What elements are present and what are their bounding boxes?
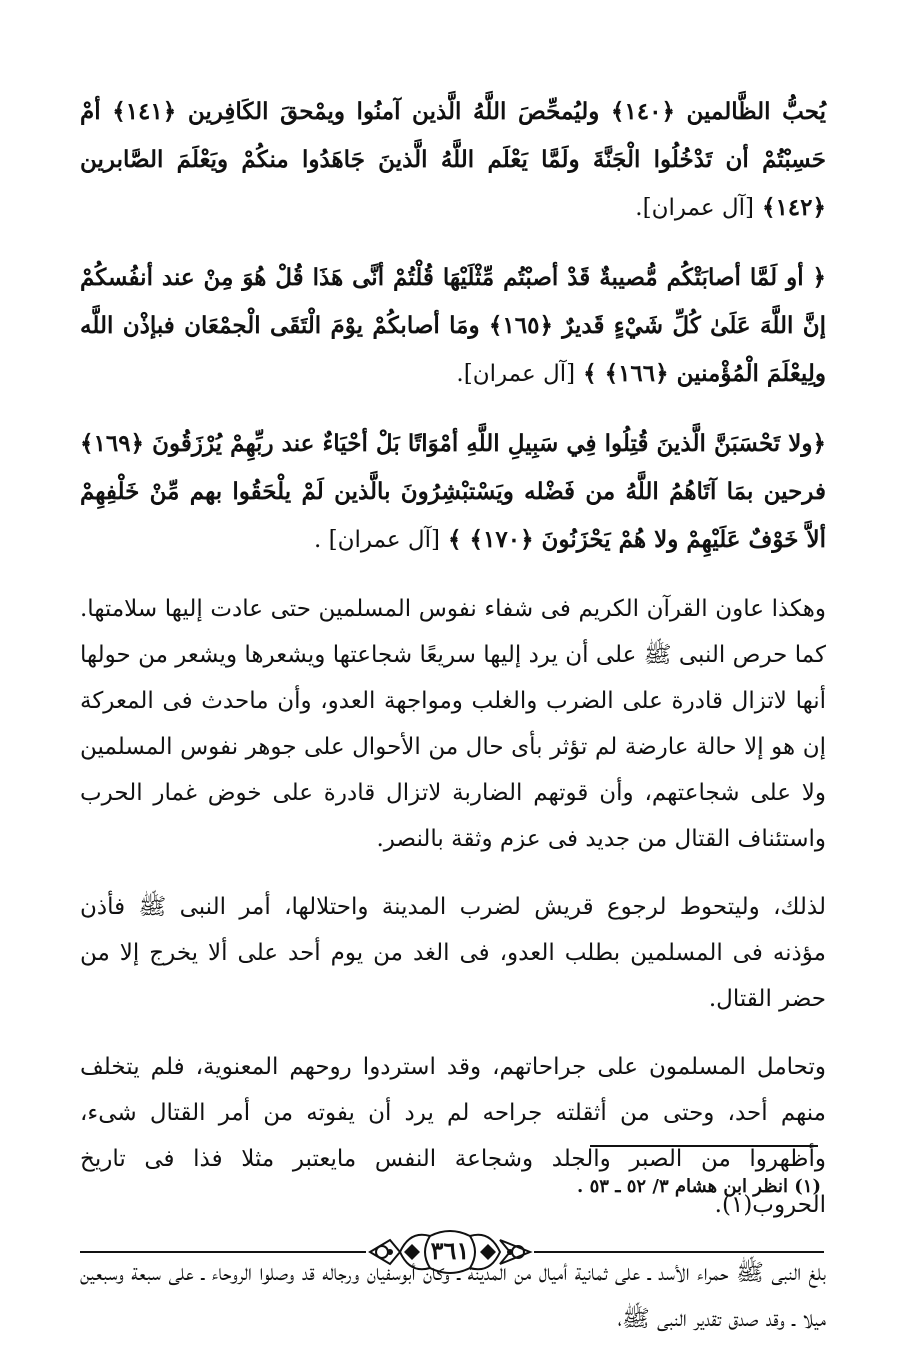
body-paragraph-4: بلغ النبى ﷺ حمراء الأسد ـ على ثمانية أميال من المدينة ـ وكان أبوسفيان ورجاله قد وصلوا الروحاء ـ على سبعة وسبعين ميلا ـ وقد صدق تقدير النبى ﷺ، [80, 1260, 826, 1332]
surah-reference: [آل عمران]. [456, 361, 576, 387]
bottom-rule-right [534, 1251, 824, 1253]
surah-reference: [آل عمران]. [635, 195, 754, 221]
quran-verse-paragraph-1 [80, 88, 826, 232]
body-paragraph-2: لذلك، وليتحوط لرجوع قريش لضرب المدينة واحتلالها، أمر النبى ﷺ فأذن مؤذنه فى المسلمين بطلب العدو، فى الغد من يوم أحد على ألا يخرج إلا من حضر القتال. [80, 894, 826, 1012]
body-paragraph-1: وهكذا عاون القرآن الكريم فى شفاء نفوس المسلمين حتى عادت إليها سلامتها. كما حرص النبى ﷺ على أن يرد إليها سريعًا شجاعتها ويشعرها ويشعر من حولها أنها لاتزال قادرة على الضرب والغلب ومواجهة العدو، وأن ماحدث فى المعركة إن هو إلا حالة عارضة لم تؤثر بأى حال من الأحوال على جوهر نفوس المسلمين ولا على شجاعتهم، وأن قوتهم الضاربة لاتزال قادرة على خوض غمار الحرب واستئناف القتال من جديد فى عزم وثقة بالنصر. [80, 596, 826, 852]
body-paragraph-3: وتحامل المسلمون على جراحاتهم، وقد استردوا روحهم المعنوية، فلم يتخلف منهم أحد، وحتى من أثقلته جراحه لم يرد أن يفوته من أمر القتال شىء، وأظهروا من الصبر والجلد وشجاعة النفس مايعتبر مثلا فذا فى تاريخ الحروب(١). [80, 1054, 826, 1218]
verse-text: ﴿ أو لَمَّا أصابَتْكُم مُّصيبةٌ قَدْ أصبْتُم مِّثْلَيْهَا قُلْتُمْ أنَّى هَذَا قُلْ هُوَ مِنْ عند أنفُسكُمْ إنَّ اللَّهَ عَلَىٰ كُلِّ شَيْءٍ قَديرٌ ﴿١٦٥﴾ ومَا أصابكُمْ يوْمَ الْتَقَى الْجمْعَان فبإذْن اللَّه ولِيعْلَمَ الْمُؤْمنين ﴿١٦٦﴾ ﴾ [80, 264, 827, 387]
surah-reference: [آل عمران] . [314, 527, 441, 553]
footnote: (١) انظر ابن هشام ٣/ ٥٢ ـ ٥٣ . [577, 1176, 821, 1197]
page-number: ٣٦١ [430, 1236, 470, 1265]
verse-text: يُحبُّ الظَّالمين ﴿١٤٠﴾ وليُمحِّصَ اللَّهُ الَّذين آمنُوا ويمْحقَ الكَافِرين ﴿١٤١﴾ أمْ حَسِبْتُمْ أن تَدْخُلُوا الْجَنَّةَ ولَمَّا يَعْلَم اللَّهُ الَّذينَ جَاهَدُوا منكُمْ ويَعْلَمَ الصَّابرين ﴿١٤٢﴾ [80, 98, 827, 221]
quran-verse-paragraph-2 [80, 254, 826, 398]
bottom-rule-left [80, 1251, 366, 1253]
quran-verse-paragraph-3 [80, 420, 826, 564]
verse-text: ﴿ولا تَحْسَبَنَّ الَّذينَ قُتِلُوا فِي سَبِيلِ اللَّهِ أمْوَاتًا بَلْ أحْيَاءٌ عند ربِّهِمْ يُرْزَقُونَ ﴿١٦٩﴾ فرحين بمَا آتَاهُمُ اللَّهُ من فَضْله ويَسْتبْشِرُونَ بالَّذين لَمْ يلْحَقُوا بهم مِّنْ خَلْفِهِمْ ألاَّ خَوْفٌ عَلَيْهِمْ ولا هُمْ يَحْزَنُونَ ﴿١٧٠﴾ ﴾ [80, 430, 826, 553]
footnote-divider [590, 1145, 818, 1147]
